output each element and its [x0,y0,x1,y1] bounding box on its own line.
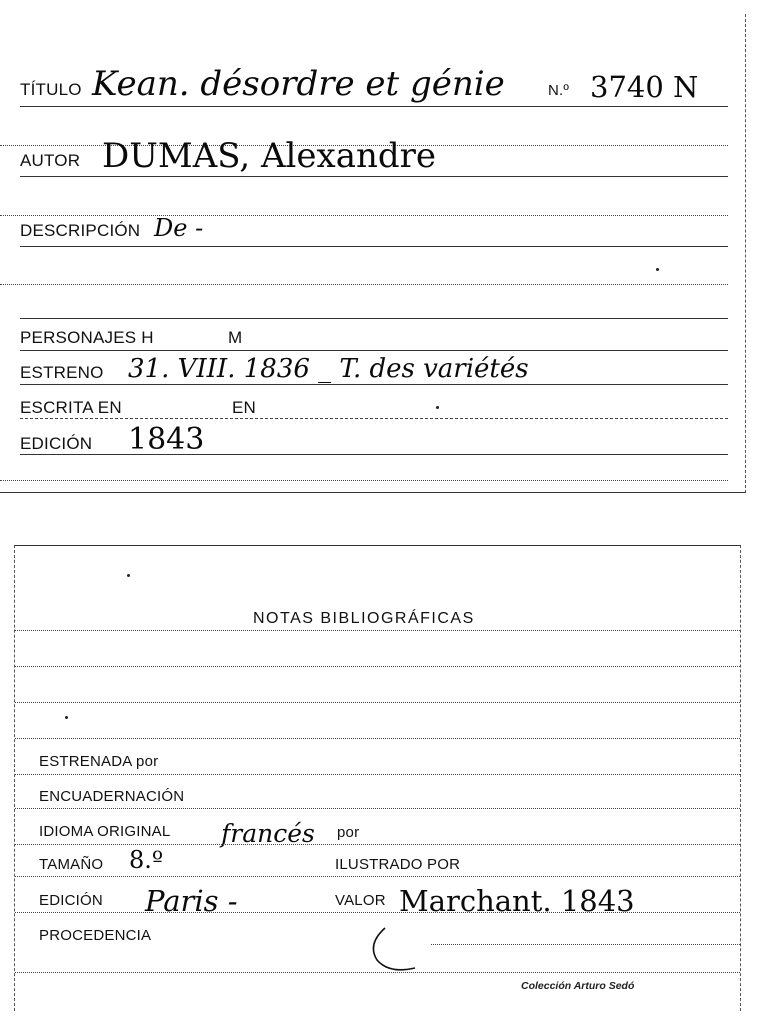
numero-value: 3740 N [590,70,699,104]
estreno-label: ESTRENO [20,363,104,382]
descripcion-label: DESCRIPCIÓN [20,221,141,240]
collection-stamp: Colección Arturo Sedó [521,980,635,992]
estrenada-label: ESTRENADA por [39,753,159,770]
autor-second-rule [0,215,728,216]
encuadernacion-rule [15,808,740,809]
estrenada-rule [15,774,740,775]
speck [127,574,130,577]
edicion-bottom-value: Paris - [145,884,238,918]
tamano-rule [15,876,740,877]
estreno-value: 31. VIII. 1836 _ T. des variétés [128,354,529,384]
escrita-label: ESCRITA EN [20,398,122,417]
notas-rule-3 [15,702,740,703]
numero-label: N.º [548,82,570,99]
descripcion-rule-2 [0,284,728,285]
titulo-label: TÍTULO [20,80,82,99]
edicion-value: 1843 [128,422,205,457]
edicion-label: EDICIÓN [20,434,93,453]
edicion-rule [20,454,728,455]
catalog-card-bottom [14,545,741,1011]
idioma-value: francés [221,819,315,848]
curved-pen-stroke [363,924,423,976]
edicion-bottom-rule [15,912,740,913]
valor-value: Marchant. 1843 [399,884,635,918]
speck [656,268,659,271]
bottom-dotted-rule [0,480,728,481]
procedencia-second-rule [15,972,740,973]
tamano-value: 8.º [129,846,164,874]
speck [65,716,68,719]
notas-rule-2 [15,666,740,667]
encuadernacion-label: ENCUADERNACIÓN [39,788,185,805]
descripcion-rule-3 [20,318,728,319]
personajes-rule [20,350,728,351]
autor-value: DUMAS, Alexandre [102,136,437,176]
titulo-rule [20,106,728,107]
procedencia-rule [431,944,740,945]
por-label: por [337,824,360,841]
escrita-rule [20,418,728,419]
tamano-label: TAMAÑO [39,856,104,873]
ilustrado-label: ILUSTRADO POR [335,856,461,873]
descripcion-rule-1 [20,246,728,247]
procedencia-label: PROCEDENCIA [39,927,152,944]
autor-rule [20,176,728,177]
edicion-bottom-label: EDICIÓN [39,892,103,909]
autor-label: AUTOR [20,151,81,170]
descripcion-value: De - [154,214,204,242]
notas-rule-1 [15,630,740,631]
notas-rule-4 [15,738,740,739]
speck [436,406,439,409]
estreno-rule [20,384,728,385]
catalog-card-top [0,14,746,493]
personajes-m-label: M [228,328,243,347]
idioma-label: IDIOMA ORIGINAL [39,823,171,840]
notas-heading: NOTAS BIBLIOGRÁFICAS [253,610,475,627]
escrita-en-label: EN [232,398,257,417]
idioma-rule [15,844,740,845]
titulo-value: Kean. désordre et génie [92,64,505,104]
valor-label: VALOR [335,892,386,909]
personajes-label: PERSONAJES H [20,328,154,347]
